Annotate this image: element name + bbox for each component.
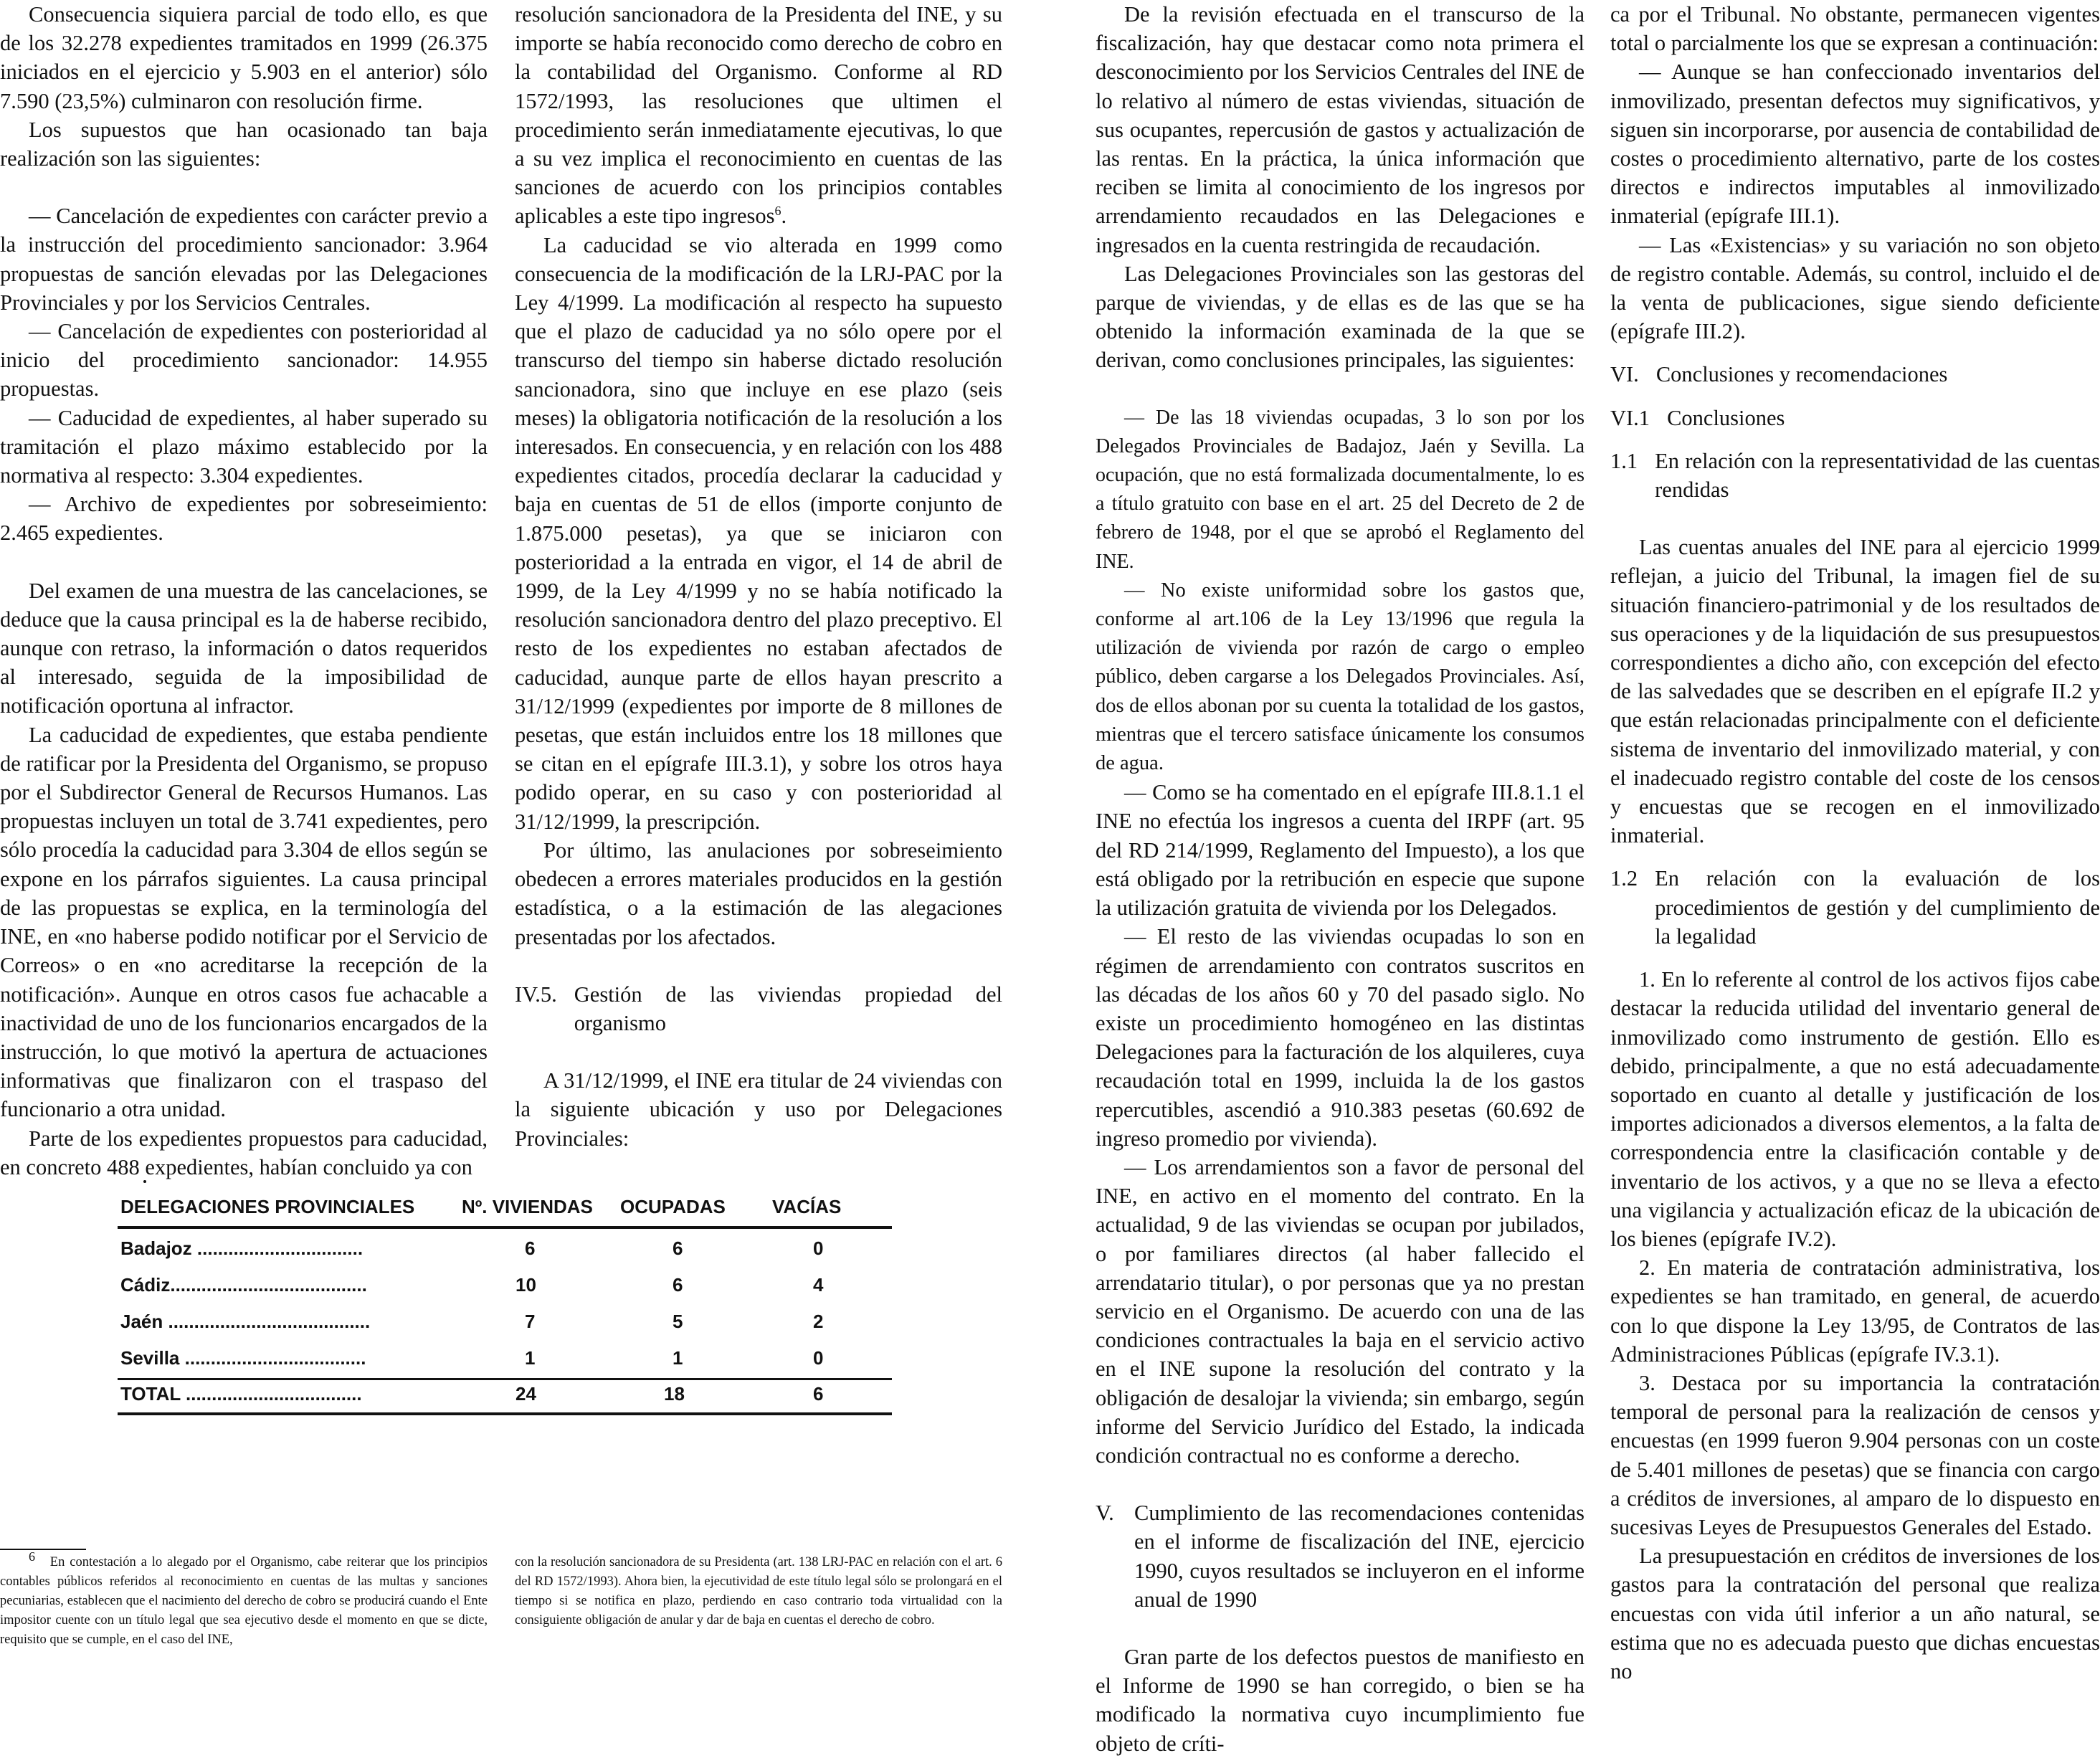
- table-row: Sevilla ................................... 1 1 0: [120, 1347, 824, 1369]
- paragraph: Las cuentas anuales del INE para al ejercicio 1999 reflejan, a juicio del Tribunal, la imagen fiel de su situación financiero-patrimonial y de los resultados de sus operaciones y de la liquidación de sus presupuestos correspondientes a dicho año, con excepción del efecto de las salvedades que se describen en el epígrafe II.2 y que están relacionadas principalmente con el deficiente sistema de inventario del inmovilizado material, y con el inadecuado registro contable del coste de los censos y encuestas que se recogen en el inmovilizado inmaterial.: [1610, 535, 2100, 848]
- table-rule-total: [118, 1378, 892, 1380]
- list-item: — De las 18 viviendas ocupadas, 3 lo son por los Delegados Provinciales de Badajoz, Jaén y Sevilla. La ocupación, que no está formalizada documentalmente, lo es a título gratuito con base en el art. 25 del Decreto de 2 de febrero de 1948, por el que se aprobó el Reglamento del INE.: [1096, 406, 1584, 573]
- left-page: [0, 0, 1004, 1647]
- section-heading-vi: VI. Conclusiones y recomendaciones: [1610, 362, 1948, 387]
- list-item: — El resto de las viviendas ocupadas lo son en régimen de arrendamiento con contratos suscritos en las décadas de los años 60 y 70 del pasado siglo. No existe un procedimiento homogéneo en las distintas Delegaciones para la facturación de los alquileres, cuya recaudación total en 1999, incluida la de los gastos repercutibles, ascendió a 910.383 pesetas (60.692 de ingreso promedio por vivienda).: [1096, 924, 1584, 1151]
- list-item: — Cancelación de expedientes con carácter previo a la instrucción del procedimiento sancionador: 3.964 propuestas de sanción elevadas por las Delegaciones Provinciales y por los Servicios Centrales.: [0, 204, 488, 315]
- col-header-ocupadas: OCUPADAS: [620, 1196, 726, 1217]
- paragraph: 3. Destaca por su importancia la contratación temporal de personal para la realización de censos y encuestas (en 1999 fueron 9.904 personas con un coste de 5.401 millones de pesetas) que se financia con cargo a créditos de inversiones, al amparo de lo dispuesto en sucesivas Leyes de Presupuestos Generales del Estado.: [1610, 1370, 2100, 1539]
- section-heading-1-1: 1.1 En relación con la representatividad de las cuentas rendidas: [1610, 448, 2100, 503]
- paragraph: La caducidad de expedientes, que estaba pendiente de ratificar por la Presidenta del Organismo, se propuso por el Subdirector General de Recursos Humanos. Las propuestas incluyen un total de 3.741 expedientes, pero sólo procedía la caducidad para 3.304 de ellos según se expone en los párrafos siguientes. La causa principal de las propuestas se explica, en la terminología del INE, en «no haberse podido notificar por el Servicio de Correos» o en «no acreditarse la recepción de la notificación». Aunque en otros casos fue achacable a inactividad de uno de los funcionarios encargados de la instrucción, lo que motivó la apertura de actuaciones informativas que finalizaron con el traspaso del funcionario a otra unidad.: [0, 722, 488, 1122]
- footnote-ref: 6: [774, 204, 781, 219]
- list-item: — Cancelación de expedientes con posterioridad al inicio del procedimiento sancionador: 14.955 propuestas.: [0, 319, 488, 402]
- list-item: — No existe uniformidad sobre los gastos que, conforme al art.106 de la Ley 13/1996 que regula la utilización de vivienda por razón de cargo o empleo público, deben cargarse a los Delegados Provinciales. Así, dos de ellos abonan por su cuenta la totalidad de los gastos, mientras que el tercero satisface únicamente los consumos de agua.: [1096, 579, 1584, 775]
- list-item: — Las «Existencias» y su variación no son objeto de registro contable. Además, su control, incluido el de la venta de publicaciones, sigue siendo deficiente (epígrafe III.2).: [1610, 232, 2100, 344]
- paragraph: Del examen de una muestra de las cancelaciones, se deduce que la causa principal es la de haberse recibido, aunque con retraso, la información o datos requeridos al interesado, seguida de la imposibilidad de notificación oportuna al infractor.: [0, 578, 488, 718]
- paragraph: resolución sancionadora de la Presidenta del INE, y su importe se había reconocido como derecho de cobro en la contabilidad del Organismo. Conforme al RD 1572/1993, las resoluciones que ultimen el procedimiento serán inmediatamente ejecutivas, lo que a su vez implica el reconocimiento en cuentas de las sanciones de acuerdo con los principios contables aplicables a este tipo ingresos$^6$.: [515, 2, 1002, 229]
- right-page: [1096, 0, 2100, 1756]
- paragraph: La presupuestación en créditos de inversiones de los gastos para la contratación del personal que realiza encuestas con vida útil inferior a un año natural, se estima que no es adecuada puesto que dichas encuestas no: [1610, 1544, 2100, 1683]
- paragraph: Consecuencia siquiera parcial de todo ello, es que de los 32.278 expedientes tramitados en 1999 (26.375 iniciados en el ejercicio y 5.903 en el anterior) sólo 7.590 (23,5%) culminaron con resolución firme.: [0, 2, 488, 113]
- section-heading-1-2: 1.2 En relación con la evaluación de los procedimientos de gestión y del cumplimiento de la legalidad: [1610, 866, 2100, 949]
- footnote-6-part1: 6 En contestación a lo alegado por el Organismo, cabe reiterar que los principios contables públicos referidos al reconocimiento en cuentas de las multas y sanciones pecuniarias, establecen que el nacimiento del derecho de cobro se producirá cuando el Ente impositor cuente con un título legal que sea ejecutivo desde el momento en que se dicte, requisito que se cumple, en el caso del INE,: [0, 1549, 488, 1647]
- table-row: Jaén ....................................... 7 5 2: [120, 1311, 824, 1332]
- col-header-viviendas: Nº. VIVIENDAS: [462, 1196, 593, 1217]
- paragraph: 1. En lo referente al control de los activos fijos cabe destacar la reducida utilidad del inventario general de inmovilizado como instrumento de gestión. Ello es debido, principalmente, a que no está adecuadamente soportado en cuanto al detalle y justificación de los importes adicionados a diversos elementos, a la falta de correspondencia entre la clasificación contable y de inventario de los activos, y a que no se lleva a efecto una vigilancia y actualización eficaz de la ubicación de los bienes (epígrafe IV.2).: [1610, 967, 2100, 1251]
- paragraph: Los supuestos que han ocasionado tan baja realización son las siguientes:: [0, 117, 488, 171]
- table-rule-bottom: [118, 1412, 892, 1415]
- paragraph: La caducidad se vio alterada en 1999 como consecuencia de la modificación de la LRJ-PAC por la Ley 4/1999. La modificación al respecto ha supuesto que el plazo de caducidad ya no sólo opere por el transcurso del tiempo sin haberse dictado resolución sancionadora, sino que incluye en ese plazo (seis meses) la obligatoria notificación de la resolución a los interesados. En consecuencia, y en relación con los 488 expedientes citados, procedía declarar la caducidad y baja en cuentas de 51 de ellos (importe conjunto de 1.875.000 pesetas), ya que se iniciaron con posterioridad a la entrada en vigor, el 14 de abril de 1999, de la Ley 4/1999 y no se había notificado la resolución sancionadora dentro del plazo preceptivo. El resto de los expedientes no estaban afectados de caducidad, aunque parte de ellos hayan prescrito a 31/12/1999 (expedientes por importe de 8 millones de pesetas, que están incluidos entre los 18 millones que se citan en el epígrafe III.3.1), y sobre los otros haya podido operar, en su caso y con posterioridad al 31/12/1999, la prescripción.: [515, 232, 1002, 834]
- section-heading-v: V. Cumplimiento de las recomendaciones contenidas en el informe de fiscalización del INE, ejercicio 1990, cuyos resultados se incluyeron en el informe anual de 1990: [1096, 1501, 1584, 1612]
- section-heading-vi1: VI.1 Conclusiones: [1610, 405, 1785, 430]
- col-header-vacias: VACÍAS: [772, 1196, 842, 1217]
- column-3: [1096, 0, 1584, 1758]
- list-item: — Aunque se han confeccionado inventarios del inmovilizado, presentan defectos muy significativos, y siguen sin incorporarse, por ausencia de contabilidad de costes o procedimiento alternativo, parte de los costes directos e indirectos imputables al inmovilizado inmaterial (epígrafe III.1).: [1610, 60, 2100, 229]
- paragraph: ca por el Tribunal. No obstante, permanecen vigentes total o parcialmente los que se expresan a continuación:: [1610, 2, 2100, 56]
- housing-table: [118, 1196, 1014, 1411]
- table-row: Badajoz ................................ 6 6 0: [120, 1237, 824, 1259]
- column-4: [1610, 0, 2100, 1686]
- footnote-number: 6: [29, 1549, 35, 1564]
- stray-dot: [143, 1180, 146, 1183]
- footnote-rule: [0, 1549, 86, 1550]
- column-1: [0, 0, 488, 1182]
- list-item: — Caducidad de expedientes, al haber superado su tramitación el plazo máximo establecido por la normativa al respecto: 3.304 expedientes.: [0, 405, 488, 488]
- paragraph: Las Delegaciones Provinciales son las gestoras del parque de viviendas, y de ellas es de las que se ha obtenido la información examinada de la que se derivan, como conclusiones principales, las siguientes:: [1096, 261, 1584, 373]
- list-item: — Como se ha comentado en el epígrafe III.8.1.1 el INE no efectúa los ingresos a cuenta del IRPF (art. 95 del RD 214/1999, Reglamento del Impuesto), a los que está obligado por la retribución en especie que supone la utilización gratuita de vivienda por los Delegados.: [1096, 780, 1584, 921]
- paragraph: Gran parte de los defectos puestos de manifiesto en el Informe de 1990 se han corregido, o bien se ha modificado la normativa cuyo incumplimiento fue objeto de críti-: [1096, 1644, 1584, 1756]
- paragraph: Por último, las anulaciones por sobreseimiento obedecen a errores materiales producidos en la gestión estadística, o a la estimación de las alegaciones presentadas por los afectados.: [515, 837, 1002, 949]
- table-row: Cádiz...................................... 10 6 4: [120, 1274, 824, 1296]
- paragraph: A 31/12/1999, el INE era titular de 24 viviendas con la siguiente ubicación y uso por Delegaciones Provinciales:: [515, 1068, 1002, 1151]
- paragraph: 2. En materia de contratación administrativa, los expedientes se han tramitado, en general, de acuerdo con lo que dispone la Ley 13/95, de Contratos de las Administraciones Públicas (epígrafe IV.3.1).: [1610, 1255, 2100, 1367]
- col-header-delegaciones: DELEGACIONES PROVINCIALES: [120, 1196, 415, 1217]
- table-rule-top: [118, 1226, 892, 1229]
- list-item: — Archivo de expedientes por sobreseimiento: 2.465 expedientes.: [0, 492, 488, 546]
- column-2: [515, 0, 1002, 1153]
- table-total-row: TOTAL .................................. 24 18 6: [120, 1383, 824, 1405]
- section-heading-iv5: IV.5. Gestión de las viviendas propiedad del organismo: [515, 982, 1002, 1035]
- list-item: — Los arrendamientos son a favor de personal del INE, en activo en el momento del contrato. En la actualidad, 9 de las viviendas se ocupan por jubilados, o por familiares directos (al haber fallecido el arrendatario titular), o por personas que ya no prestan servicio en el Organismo. De acuerdo con una de las condiciones contractuales la baja en el servicio activo en el INE supone la resolución del contrato y la obligación de desalojar la vivienda; sin embargo, según informe del Servicio Jurídico del Estado, la indicada condición contractual no es conforme a derecho.: [1096, 1154, 1584, 1468]
- footnote-6-part2: con la resolución sancionadora de su Presidenta (art. 138 LRJ-PAC en relación con el art. 6 del RD 1572/1993). Ahora bien, la ejecutividad de este título legal sólo se prolongará en el tiempo si se notifica en plazo, perdiendo en caso contrario toda virtualidad con la consiguiente obligación de anular y dar de baja en cuentas el derecho de cobro.: [515, 1555, 1002, 1628]
- paragraph: Parte de los expedientes propuestos para caducidad, en concreto 488 expedientes, habían concluido ya con: [0, 1126, 488, 1179]
- paragraph: De la revisión efectuada en el transcurso de la fiscalización, hay que destacar como nota primera el desconocimiento por los Servicios Centrales del INE de lo relativo al número de estas viviendas, situación de sus ocupantes, repercusión de gastos y actualización de las rentas. En la práctica, la única información que reciben se limita al conocimiento de los ingresos por arrendamiento recaudados en las Delegaciones e ingresados en la cuenta restringida de recaudación.: [1096, 2, 1584, 257]
